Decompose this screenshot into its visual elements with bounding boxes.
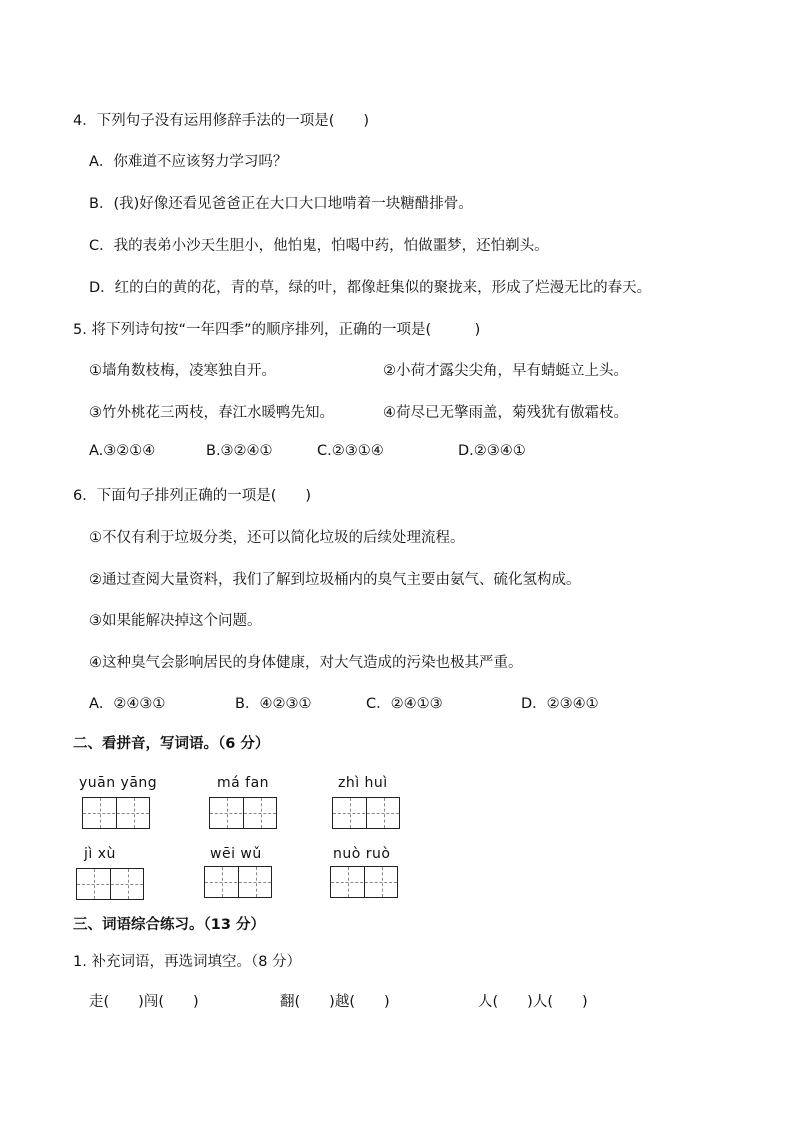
writing-grid-2[interactable] — [209, 797, 277, 829]
pinyin-1: yuān yāng — [79, 775, 158, 791]
q4-option-a: A．你难道不应该努力学习吗？ — [89, 154, 288, 170]
writing-grid-4[interactable] — [76, 868, 144, 900]
q5-option-d: D.②③④① — [458, 443, 526, 459]
fill-blank-2: 翻( )越( ) — [280, 994, 390, 1010]
writing-grid-3[interactable] — [332, 797, 400, 829]
q6-sentence-2: ②通过查阅大量资料，我们了解到垃圾桶内的臭气主要由氨气、硫化氢构成。 — [89, 572, 581, 588]
fill-blank-3: 人( )人( ) — [478, 994, 588, 1010]
q5-option-c: C.②③①④ — [317, 443, 384, 459]
writing-grid-1[interactable] — [82, 797, 150, 829]
q6-option-c: C．②④①③ — [366, 696, 443, 712]
q6-option-d: D．②③④① — [521, 696, 599, 712]
q5-poem-line-3: ③竹外桃花三两枝，春江水暖鸭先知。 — [89, 405, 334, 421]
q6-sentence-1: ①不仅有利于垃圾分类，还可以简化垃圾的后续处理流程。 — [89, 530, 465, 546]
section-3-question-1: 1. 补充词语，再选词填空。（8 分） — [73, 954, 302, 970]
q5-poem-line-1: ①墙角数枝梅，凌寒独自开。 — [89, 363, 276, 379]
pinyin-4: jì xù — [84, 846, 116, 862]
q6-stem: 6．下面句子排列正确的一项是( ) — [73, 488, 312, 504]
q5-stem: 5. 将下列诗句按“一年四季”的顺序排列，正确的一项是( ) — [73, 322, 481, 338]
q5-poem-line-4: ④荷尽已无擎雨盖，菊残犹有傲霜枝。 — [383, 405, 628, 421]
pinyin-6: nuò ruò — [333, 846, 391, 862]
q4-option-d: D．红的白的黄的花，青的草，绿的叶，都像赶集似的聚拢来，形成了烂漫无比的春天。 — [89, 280, 652, 296]
q4-option-b: B．(我)好像还看见爸爸正在大口大口地啃着一块糖醋排骨。 — [89, 196, 473, 212]
q6-sentence-4: ④这种臭气会影响居民的身体健康，对大气造成的污染也极其严重。 — [89, 655, 523, 671]
section-2-title: 二、看拼音，写词语。（6 分） — [73, 736, 270, 752]
q6-sentence-3: ③如果能解决掉这个问题。 — [89, 613, 262, 629]
writing-grid-6[interactable] — [330, 866, 398, 898]
pinyin-5: wēi wǔ — [210, 846, 262, 862]
writing-grid-5[interactable] — [204, 866, 272, 898]
q4-stem: 4．下列句子没有运用修辞手法的一项是( ) — [73, 113, 370, 129]
section-3-title: 三、词语综合练习。（13 分） — [73, 917, 265, 933]
q6-option-b: B．④②③① — [235, 696, 312, 712]
fill-blank-1: 走( )闯( ) — [89, 994, 199, 1010]
q5-option-a: A.③②①④ — [89, 443, 156, 459]
q5-option-b: B.③②④① — [206, 443, 273, 459]
q5-poem-line-2: ②小荷才露尖尖角，早有蜻蜓立上头。 — [383, 363, 628, 379]
pinyin-3: zhì huì — [338, 775, 388, 791]
pinyin-2: má fan — [217, 775, 270, 791]
q6-option-a: A．②④③① — [89, 696, 166, 712]
q4-option-c: C．我的表弟小沙天生胆小，他怕鬼，怕喝中药，怕做噩梦，还怕剃头。 — [89, 238, 549, 254]
